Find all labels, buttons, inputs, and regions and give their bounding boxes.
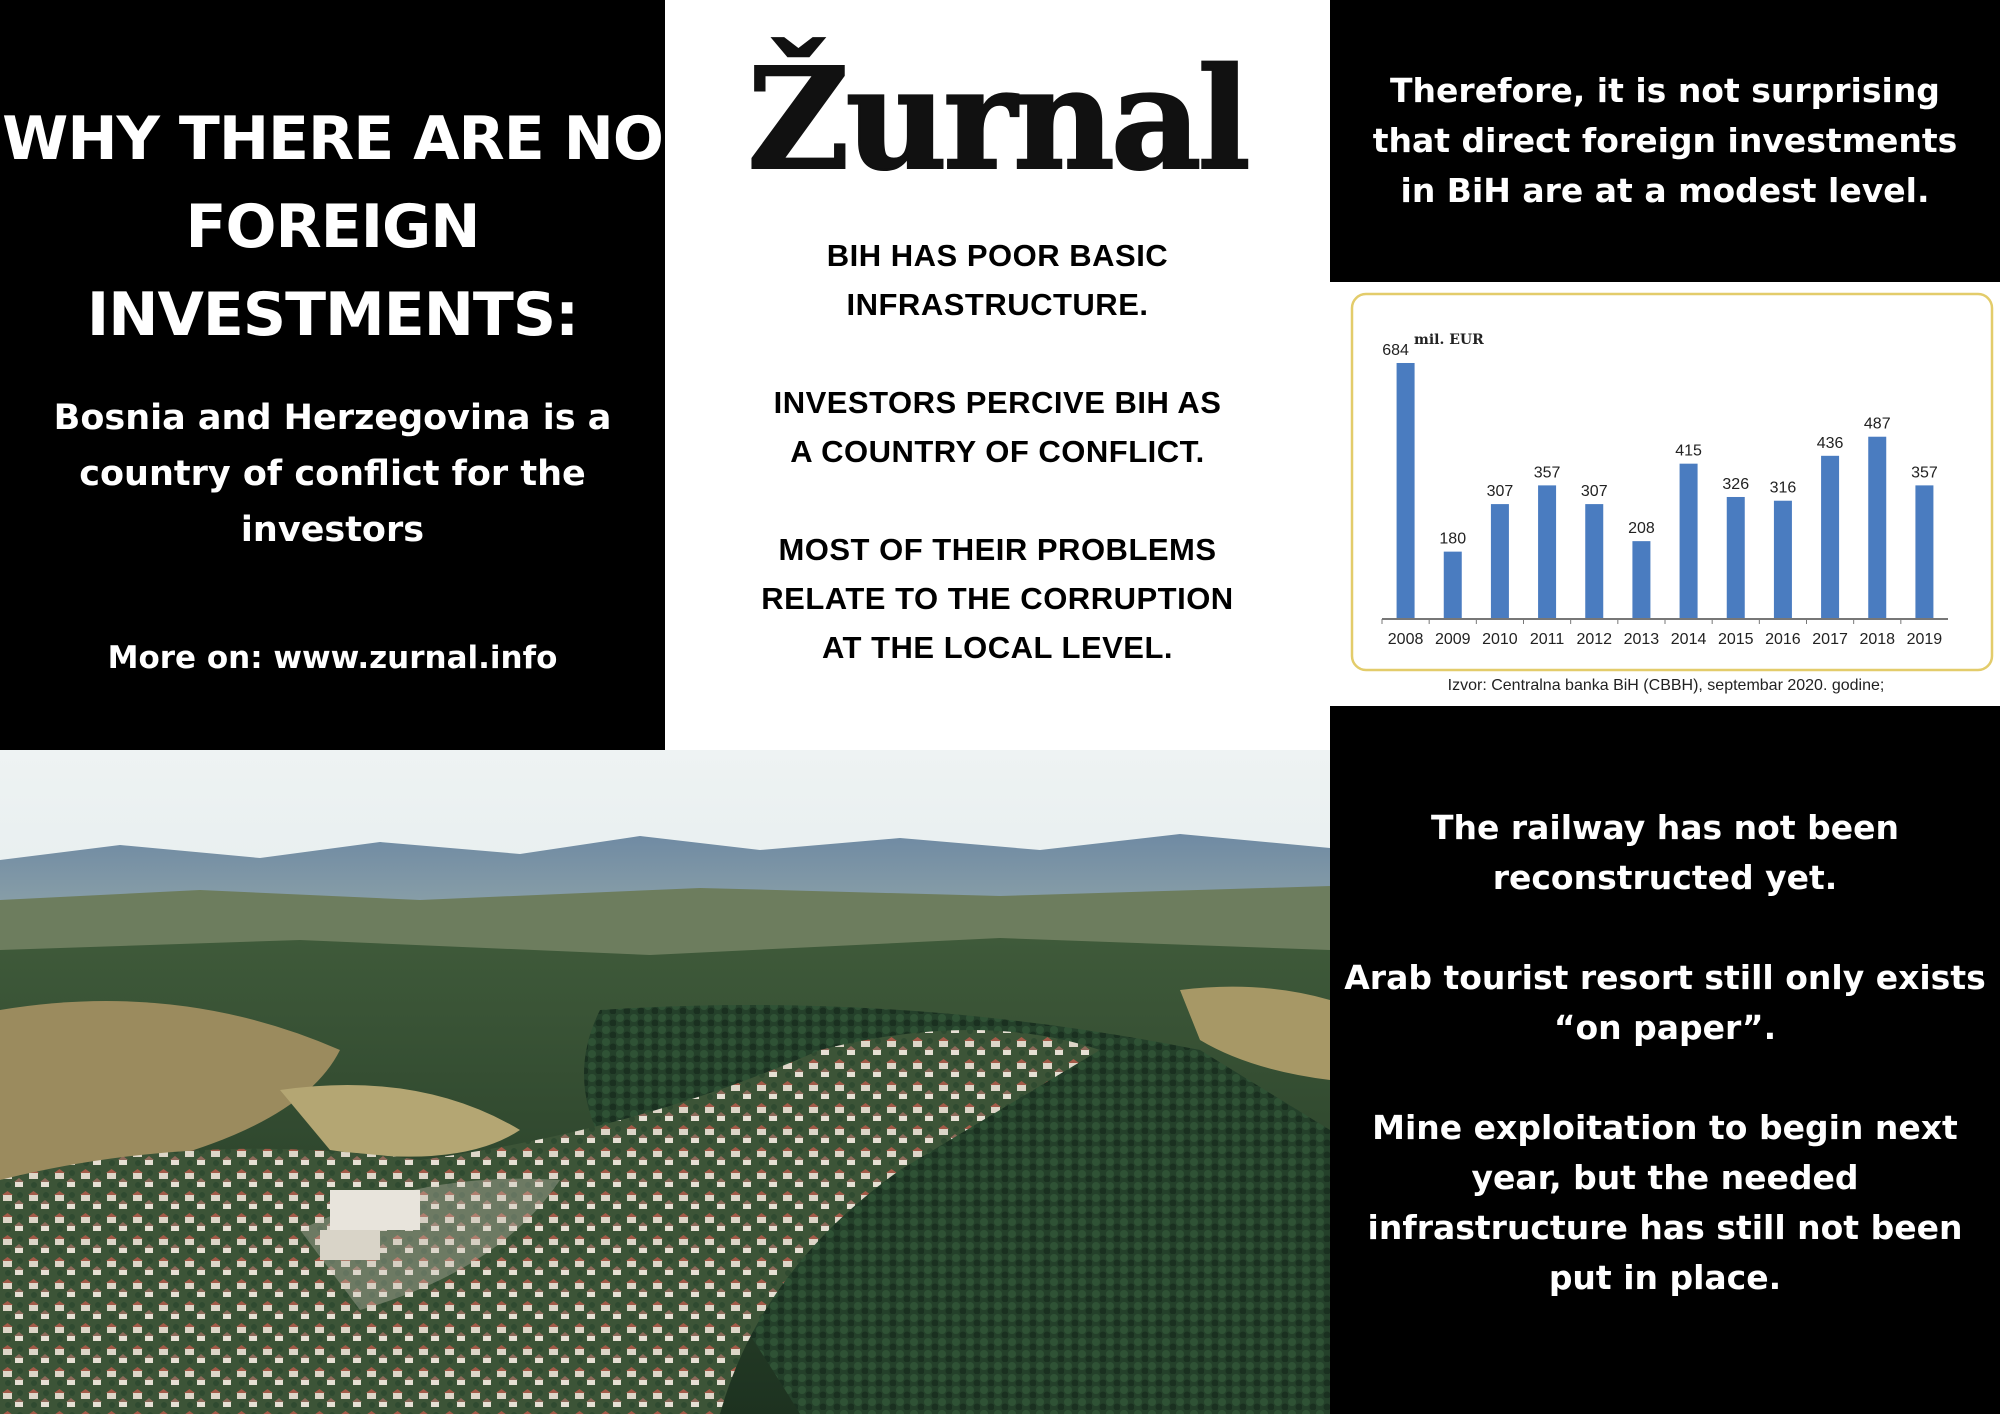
data-label-2009: 180 xyxy=(1439,530,1467,548)
x-tick-label-2015: 2015 xyxy=(1717,631,1754,648)
bar-2008 xyxy=(1397,363,1415,619)
aerial-landscape-image xyxy=(0,750,1330,1414)
bar-2010 xyxy=(1491,504,1509,619)
point-line: A COUNTRY OF CONFLICT. xyxy=(790,434,1205,469)
subtitle: Bosnia and Herzegovina is a country of conflict for the investors xyxy=(53,398,612,550)
data-label-2008: 684 xyxy=(1382,341,1409,359)
data-label-2011: 357 xyxy=(1533,464,1561,482)
x-tick-label-2008: 2008 xyxy=(1387,631,1424,648)
point-line: MOST OF THEIR PROBLEMS xyxy=(778,532,1217,567)
point-line: The railway has not been xyxy=(1431,808,1899,847)
zurnal-logo xyxy=(665,8,1330,208)
left-panel xyxy=(0,0,665,750)
point-line: Arab tourist resort still only exists xyxy=(1344,958,1986,997)
data-label-2019: 357 xyxy=(1911,464,1938,482)
data-label-2018: 487 xyxy=(1863,415,1891,433)
right-top-panel xyxy=(1330,0,2000,282)
conclusion-text: Therefore, it is not surprising that direct foreign investments in BiH are at a modest level. xyxy=(1372,71,1958,210)
right-bottom-panel xyxy=(1330,706,2000,1414)
x-tick-label-2012: 2012 xyxy=(1576,631,1613,648)
point-line: reconstructed yet. xyxy=(1492,858,1838,897)
chart-panel xyxy=(1330,282,2000,706)
unit-label: mil. EUR xyxy=(1414,332,1484,348)
x-tick-label-2014: 2014 xyxy=(1670,631,1707,648)
data-label-2014: 415 xyxy=(1675,442,1702,460)
x-tick-label-2019: 2019 xyxy=(1906,631,1943,648)
point-line: Mine exploitation to begin next xyxy=(1372,1108,1958,1147)
headline-line: FOREIGN xyxy=(185,192,480,262)
x-tick-label-2013: 2013 xyxy=(1623,631,1660,648)
bar-2015 xyxy=(1727,497,1745,619)
bar-2017 xyxy=(1821,456,1839,619)
point-line: year, but the needed xyxy=(1471,1158,1859,1197)
x-tick-label-2016: 2016 xyxy=(1765,631,1801,648)
point-line: INFRASTRUCTURE. xyxy=(846,287,1149,322)
bar-2012 xyxy=(1585,504,1603,619)
data-label-2012: 307 xyxy=(1580,483,1608,501)
data-label-2017: 436 xyxy=(1816,434,1844,452)
bar-2016 xyxy=(1774,501,1792,619)
x-tick-label-2018: 2018 xyxy=(1859,631,1896,648)
bar-2019 xyxy=(1915,485,1933,619)
source-label: Izvor: Centralna banka BiH (CBBH), septembar 2020. godine; xyxy=(1447,677,1885,694)
bar-2009 xyxy=(1444,552,1462,619)
point-line: put in place. xyxy=(1548,1258,1782,1297)
point-line: RELATE TO THE CORRUPTION xyxy=(761,581,1234,616)
bar-2018 xyxy=(1868,437,1886,619)
x-tick-label-2011: 2011 xyxy=(1529,631,1565,648)
data-label-2013: 208 xyxy=(1628,520,1655,538)
bar-2011 xyxy=(1538,485,1556,619)
point-line: infrastructure has still not been xyxy=(1367,1208,1963,1247)
aerial-resort-photo xyxy=(0,750,1330,1414)
x-tick-label-2017: 2017 xyxy=(1812,631,1848,648)
bar-2014 xyxy=(1680,464,1698,619)
point-line: INVESTORS PERCIVE BIH AS xyxy=(773,385,1222,420)
data-label-2016: 316 xyxy=(1769,479,1797,497)
x-tick-label-2009: 2009 xyxy=(1434,631,1471,648)
data-label-2015: 326 xyxy=(1722,475,1750,493)
headline xyxy=(0,95,665,359)
data-label-2010: 307 xyxy=(1486,483,1514,501)
x-tick-label-2010: 2010 xyxy=(1482,631,1518,648)
point-line: BIH HAS POOR BASIC xyxy=(826,238,1169,273)
bar-2013 xyxy=(1632,541,1650,619)
more-on-link[interactable]: More on: www.zurnal.info xyxy=(107,640,558,676)
point-line: “on paper”. xyxy=(1553,1008,1777,1047)
center-panel xyxy=(665,0,1330,750)
headline-line: WHY THERE ARE NO xyxy=(2,104,663,174)
fdi-bar-chart xyxy=(1330,282,2000,706)
logo-text: Žurnal xyxy=(747,38,1247,202)
point-line: AT THE LOCAL LEVEL. xyxy=(821,630,1174,665)
headline-line: INVESTMENTS: xyxy=(86,280,579,350)
